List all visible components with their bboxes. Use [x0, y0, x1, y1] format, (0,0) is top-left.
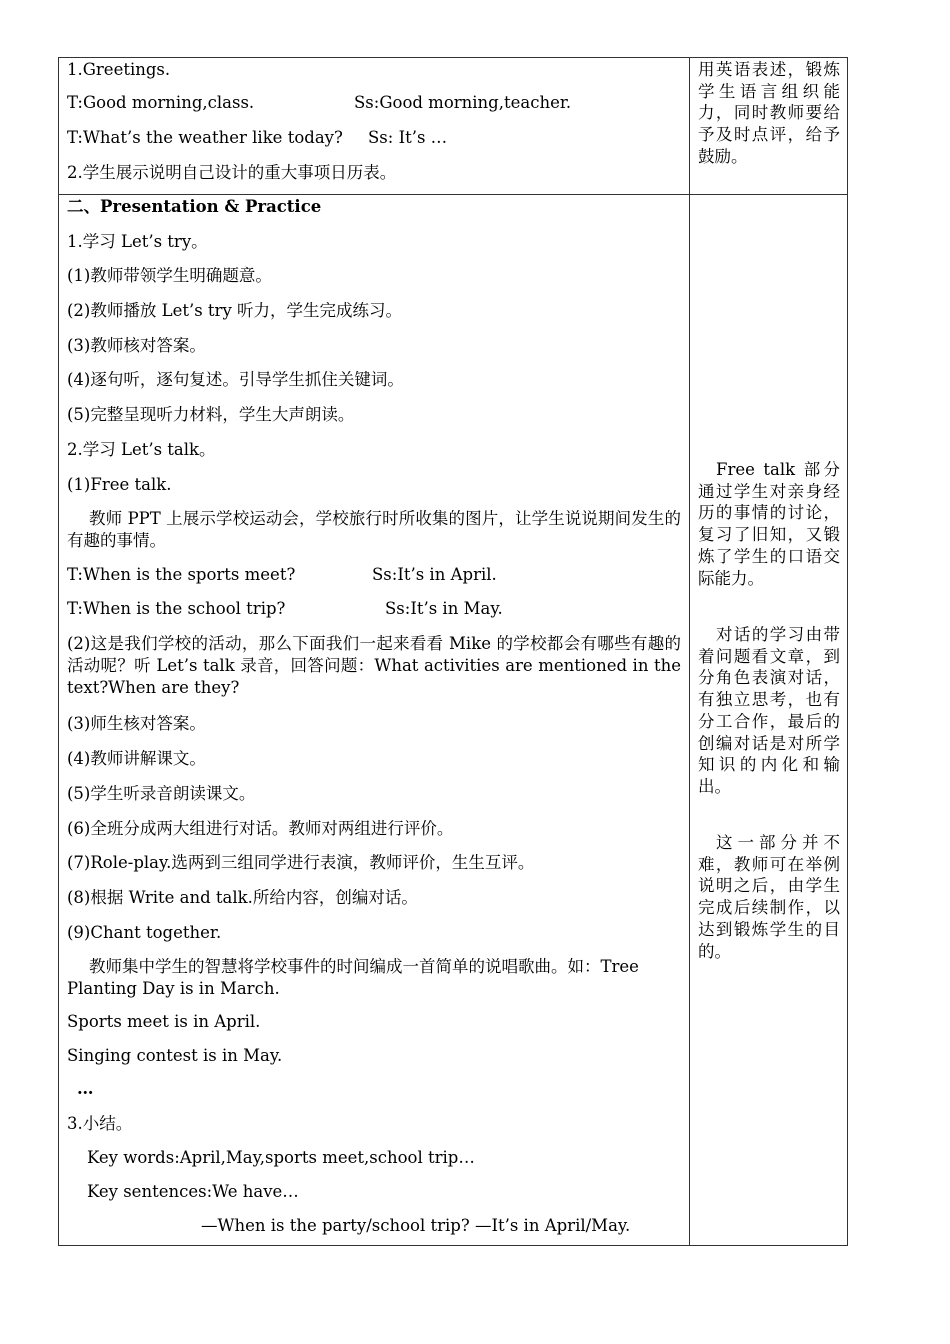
try-substep-5: (5)完整呈现听力材料，学生大声朗读。: [67, 405, 355, 424]
step-summary: 3.小结。: [67, 1114, 133, 1133]
chant-description: 教师集中学生的智慧将学校事件的时间编成一首简单的说唱歌曲。如：Tree Planting Day is in March.: [67, 957, 639, 998]
greetings-step: 1.Greetings.: [67, 60, 171, 79]
school-trip-answer: Ss:It’s in May.: [385, 599, 503, 618]
talk-substep-2: (2)这是我们学校的活动，那么下面我们一起来看看 Mike 的学校都会有哪些有趣的活动呢？听 Let’s talk 录音，回答问题：What activities are mentioned in the text?When are they?: [67, 634, 681, 697]
sports-meet-question: T:When is the sports meet?: [67, 565, 296, 584]
chant-note: 这一部分并不难，教师可在举例说明之后，由学生完成后续制作，以达到锻炼学生的目的。: [698, 833, 840, 961]
talk-substep-6: (6)全班分成两大组进行对话。教师对两组进行评价。: [67, 819, 454, 838]
column-divider: [689, 58, 690, 1245]
try-substep-3: (3)教师核对答案。: [67, 336, 206, 355]
school-trip-question: T:When is the school trip?: [67, 599, 286, 618]
chant-line-sports-meet: Sports meet is in April.: [67, 1012, 261, 1031]
chant-ellipsis: …: [77, 1079, 94, 1098]
try-substep-4: (4)逐句听，逐句复述。引导学生抓住关键词。: [67, 370, 404, 389]
dialogue-note: 对话的学习由带着问题看文章，到分角色表演对话，有独立思考，也有分工合作，最后的创编对话是对所学知识的内化和输出。: [698, 625, 840, 796]
talk-substep-9: (9)Chant together.: [67, 923, 222, 942]
key-sentences: Key sentences:We have…: [87, 1182, 299, 1201]
students-weather-answer: Ss: It’s …: [368, 128, 448, 147]
section-heading: 二、Presentation & Practice: [67, 197, 322, 216]
sports-meet-answer: Ss:It’s in April.: [372, 565, 497, 584]
free-talk-description: 教师 PPT 上展示学校运动会，学校旅行时所收集的图片，让学生说说期间发生的有趣的事情。: [67, 509, 681, 550]
step-lets-try: 1.学习 Let’s try。: [67, 232, 208, 251]
greeting-design-note: 用英语表述，锻炼学生语言组织能力，同时教师要给予及时点评，给予鼓励。: [698, 60, 840, 166]
talk-substep-8: (8)根据 Write and talk.所给内容，创编对话。: [67, 888, 418, 907]
students-greeting: Ss:Good morning,teacher.: [354, 93, 572, 112]
lesson-plan-table: [58, 57, 848, 1246]
talk-substep-free-talk: (1)Free talk.: [67, 475, 172, 494]
free-talk-note: Free talk 部分通过学生对亲身经历的事情的讨论，复习了旧知，又锻炼了学生的口语交际能力。: [698, 460, 840, 588]
step-lets-talk: 2.学习 Let’s talk。: [67, 440, 216, 459]
key-sentence-example: —When is the party/school trip? —It’s in April/May.: [201, 1216, 631, 1235]
try-substep-1: (1)教师带领学生明确题意。: [67, 266, 272, 285]
talk-substep-4: (4)教师讲解课文。: [67, 749, 206, 768]
calendar-presentation-step: 2.学生展示说明自己设计的重大事项日历表。: [67, 163, 397, 182]
try-substep-2: (2)教师播放 Let’s try 听力，学生完成练习。: [67, 301, 403, 320]
chant-line-singing-contest: Singing contest is in May.: [67, 1046, 283, 1065]
talk-substep-3: (3)师生核对答案。: [67, 714, 206, 733]
key-words: Key words:April,May,sports meet,school trip…: [87, 1148, 475, 1167]
teacher-weather-question: T:What’s the weather like today?: [67, 128, 343, 147]
row-divider: [59, 194, 847, 195]
talk-substep-7: (7)Role-play.选两到三组同学进行表演，教师评价，生生互评。: [67, 853, 535, 872]
teacher-greeting: T:Good morning,class.: [67, 93, 255, 112]
talk-substep-5: (5)学生听录音朗读课文。: [67, 784, 256, 803]
